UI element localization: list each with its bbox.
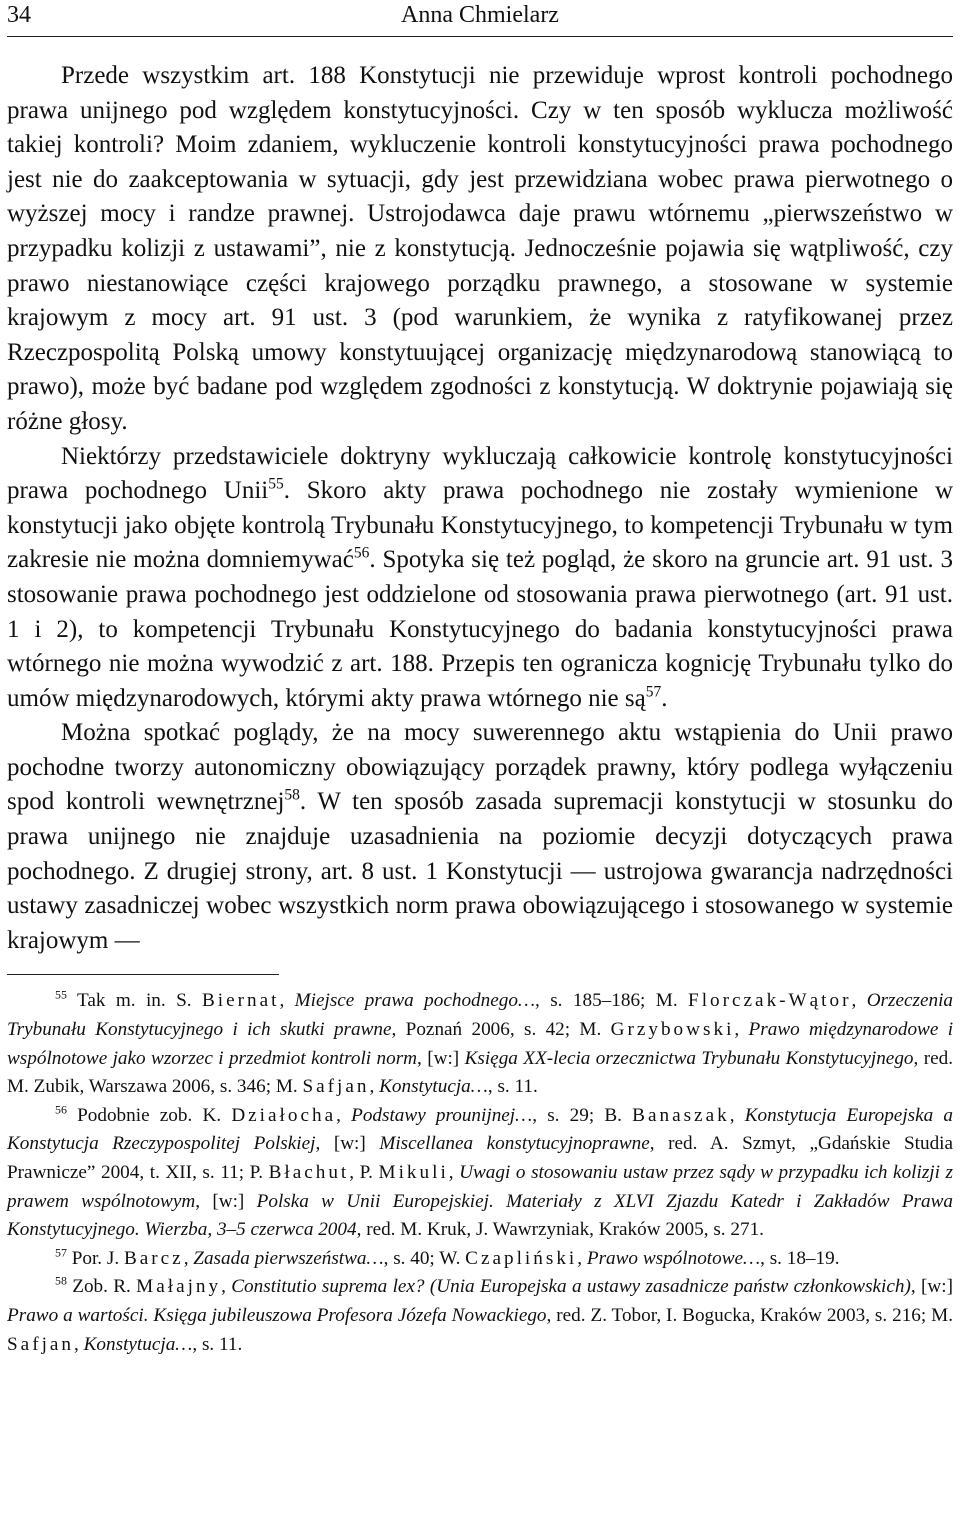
footnote-text: ,: [279, 990, 295, 1012]
footnote-text: ,: [734, 1019, 749, 1041]
paragraph-3-text-b: . W ten sposób zasada supremacji konstytucji w stosunku do prawa unijnego nie znajduje uzasadnienia na poziomie decyzji dotyczących prawa pochodnego. Z drugiej strony, art. 8 ust. 1 Konstytucji — ustrojowa gwarancja nadrzędności ustawy zasadniczej wobec wszystkich norm prawa obowiązującego i stosowanego w systemie krajowym —: [7, 788, 953, 954]
footnote-text: Por. J.: [71, 1247, 124, 1269]
footnote-author: Działocha: [231, 1104, 337, 1126]
footnote-text: , [w:]: [195, 1190, 257, 1212]
footnote-text: Tak m. in. S.: [76, 990, 202, 1012]
footnote-title: Uwagi o stosowaniu ustaw przez sądy w przypadku ich kolizji z prawem wspólnotowym: [7, 1162, 953, 1212]
running-head: [7, 0, 953, 37]
footnote-title: Constitutio suprema lex? (Unia Europejska a ustawy zasadnicze państw członkowskich): [231, 1276, 911, 1298]
paragraph-2-text-d: .: [661, 684, 668, 712]
paragraph-1: [7, 59, 953, 440]
paragraph-2: [7, 440, 953, 717]
footnote-text: , s. 40; W.: [383, 1247, 466, 1269]
footnote-text: , [w:]: [417, 1047, 465, 1069]
footnote-text: , s. 11.: [192, 1333, 243, 1355]
footnote-title: Zasada pierwszeństwa…: [193, 1247, 384, 1269]
footnote-57: [7, 1245, 953, 1274]
footnote-55: [7, 987, 953, 1101]
footnote-ref-58[interactable]: 58: [284, 786, 300, 804]
footnote-title: Konstytucja Europejska a Konstytucja Rzeczypospolitej Polskiej: [7, 1104, 954, 1155]
footnote-author: Florczak-Wątor: [688, 990, 852, 1012]
paragraph-2-text-c: . Spotyka się też pogląd, że skoro na gruncie art. 91 ust. 3 stosowanie prawa pochodnego jest oddzielone od stosowania prawa pierwotnego (art. 91 ust. 1 i 2), to kompetencji Trybunału Konstytucyjnego do badania konstytucyjności prawa wtórnego nie można wywodzić z art. 188. Przepis ten ogranicza kognicję Trybunału tylko do umów międzynarodowych, którymi akty prawa wtórnego nie są: [7, 546, 954, 712]
footnote-text: , s. 18–19.: [760, 1247, 840, 1269]
footnote-text: ,: [183, 1247, 194, 1269]
footnote-text: , P.: [349, 1162, 379, 1183]
footnote-title: Prawo wspólnotowe…: [586, 1247, 761, 1269]
footnote-text: ,: [448, 1162, 460, 1183]
footnote-text: ,: [336, 1104, 352, 1126]
footnote-text: , Poznań 2006, s. 42; M.: [391, 1019, 611, 1041]
footnote-author: Czapliński: [465, 1247, 578, 1269]
running-head-author: Anna Chmielarz: [401, 2, 559, 28]
footnote-text: , red. A. Szmyt, „Gdańskie Studia Prawnicze” 2004, t. XII, s. 11; P.: [7, 1133, 954, 1183]
paragraph-2-text-b: . Skoro akty prawa pochodnego nie zostały wymienione w konstytucji jako objęte kontrolą Trybunału Konstytucyjnego, to kompetencji Trybunału w tym zakresie nie można domniemywać: [7, 477, 953, 574]
book-page: [7, 0, 953, 1359]
footnote-title: Konstytucja…: [379, 1076, 488, 1098]
footnote-text: , [w:]: [910, 1276, 953, 1298]
footnote-text: , red. Z. Tobor, I. Bogucka, Kraków 2003, s. 216; M.: [546, 1304, 953, 1326]
footnote-text: ,: [851, 990, 867, 1012]
footnote-text: Zob. R.: [72, 1276, 137, 1298]
main-text: [7, 59, 953, 958]
footnote-text: , red. M. Kruk, J. Wawrzyniak, Kraków 2005, s. 271.: [356, 1219, 764, 1241]
footnote-title: Miscellanea konstytucyjnoprawne: [379, 1133, 650, 1155]
footnote-text: Podobnie zob. K.: [77, 1104, 232, 1126]
footnote-title: Miejsce prawa pochodnego…: [294, 990, 536, 1012]
footnote-author: Barcz: [123, 1247, 184, 1269]
footnote-separator: [7, 974, 279, 975]
footnote-title: Podstawy prounijnej…: [351, 1104, 533, 1126]
footnote-author: Małajny: [136, 1276, 222, 1298]
footnote-author: Biernat: [201, 990, 280, 1012]
footnote-text: ,: [729, 1104, 745, 1126]
paragraph-3-text-a: Można spotkać poglądy, że na mocy suwerennego aktu wstąpienia do Unii prawo pochodne tworzy autonomiczny obowiązujący porządek prawny, który podlega wyłączeniu spod kontroli wewnętrznej: [7, 719, 953, 816]
footnote-text: ,: [577, 1247, 587, 1269]
footnote-text: ,: [221, 1276, 232, 1298]
footnote-text: , s. 11.: [487, 1076, 538, 1098]
footnote-text: ,: [369, 1076, 380, 1098]
footnote-title: Konstytucja…: [83, 1333, 193, 1355]
footnote-text: , s. 185–186; M.: [535, 990, 689, 1012]
footnotes: [7, 987, 953, 1359]
footnote-author: Mikuli: [378, 1162, 449, 1183]
footnote-58: [7, 1273, 953, 1359]
footnote-author: Błachut: [268, 1162, 350, 1183]
footnote-title: Polska w Unii Europejskiej. Materiały z XLVI Zjazdu Katedr i Zakładów Prawa Konstytucyjnego. Wierzba, 3–5 czerwca 2004: [7, 1190, 953, 1241]
footnote-number: 56: [55, 1102, 67, 1117]
footnote-title: Księga XX-lecia orzecznictwa Trybunału Konstytucyjnego: [464, 1047, 914, 1069]
footnote-title: Orzeczenia Trybunału Konstytucyjnego i ich skutki prawne: [7, 990, 954, 1041]
footnote-author: Safjan: [7, 1333, 75, 1355]
paragraph-3: [7, 716, 953, 958]
footnote-number: 58: [55, 1274, 67, 1288]
footnote-ref-56[interactable]: 56: [353, 544, 370, 562]
footnote-author: Grzybowski: [610, 1019, 735, 1041]
footnote-text: , red. M. Zubik, Warszawa 2006, s. 346; M.: [7, 1047, 954, 1098]
footnote-number: 55: [55, 988, 67, 1003]
footnote-ref-55[interactable]: 55: [268, 475, 284, 493]
footnote-text: ,: [74, 1333, 84, 1355]
footnote-text: , s. 29; B.: [532, 1104, 633, 1126]
footnote-author: Safjan: [302, 1076, 370, 1098]
page-number: 34: [7, 2, 31, 28]
footnote-text: , [w:]: [315, 1133, 380, 1155]
paragraph-2-text-a: Niektórzy przedstawiciele doktryny wykluczają całkowicie kontrolę konstytucyjności prawa pochodnego Unii: [7, 442, 953, 505]
paragraph-1-text: Przede wszystkim art. 188 Konstytucji nie przewiduje wprost kontroli pochodnego prawa unijnego pod względem konstytucyjności. Czy w ten sposób wyklucza możliwość takiej kontroli? Moim zdaniem, wykluczenie kontroli konstytucyjności prawa pochodnego jest nie do zaakceptowania w sytuacji, gdy jest przewidziana wobec prawa pierwotnego o wyższej mocy i randze prawnej. Ustrojodawca daje prawu wtórnemu „pierwszeństwo w przypadku kolizji z ustawami”, nie z konstytucją. Jednocześnie pojawia się wątpliwość, czy prawo niestanowiące części krajowego porządku prawnego, a stosowane w systemie krajowym z mocy art. 91 ust. 3 (pod warunkiem, że wynika z ratyfikowanej przez Rzeczpospolitą Polską umowy konstytuującej organizację międzynarodową stanowiącą to prawo), może być badane pod względem zgodności z konstytucją. W doktrynie pojawiają się różne głosy.: [7, 62, 953, 435]
footnote-number: 57: [55, 1245, 67, 1260]
footnote-56: [7, 1102, 953, 1245]
footnote-title: Prawo międzynarodowe i wspólnotowe jako wzorzec i przedmiot kontroli norm: [7, 1019, 954, 1069]
footnote-author: Banaszak: [632, 1104, 730, 1126]
footnote-ref-57[interactable]: 57: [645, 683, 662, 701]
footnote-title: Prawo a wartości. Księga jubileuszowa Profesora Józefa Nowackiego: [7, 1304, 547, 1326]
